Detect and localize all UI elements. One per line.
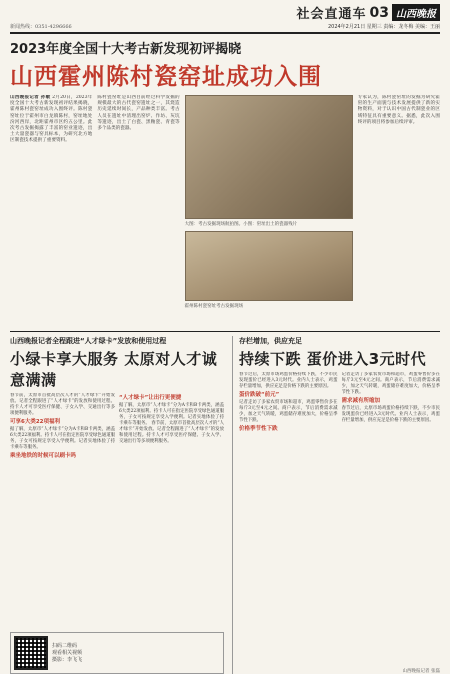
paper-logo: 山西晚报	[392, 4, 440, 21]
right-col-2: 记者走访了多家农贸市场和超市，鸡蛋零售价多在每斤3元至4元之间。商户表示，节后消费需求减少，加之天气转暖，鸡蛋储存难度加大，价格呈季节性下跌。 需求减有所缩加 春节过后，太原市场鸡蛋价格持续下跌，不少市民发现蛋价已经进入3元时代。业内人士表示，鸡蛋存栏量增加，供应充足是价格下跌的主要原因。	[341, 372, 440, 423]
photo-caption: 大图：考古发掘现场航拍图。小图：窑址出土的瓷器残片	[184, 222, 298, 227]
divider	[10, 331, 440, 332]
masthead	[10, 4, 440, 34]
photo-area	[185, 95, 353, 327]
right-subhead-1: 蛋价跌破“前元”	[239, 392, 280, 398]
top-col-3: 专家认为，陈村瓷窑址的发掘为研究霍窑的生产面貌与技术发展提供了新的实物资料，对于认识中国古代制瓷业的区域特征具有重要意义。据悉，此次入围终评的项目将参加后续评审。	[357, 95, 440, 125]
top-col-1: 山西晚报记者 孙敏 2月20日，2023年度全国十大考古新发现初评结果揭晓，霍州陈村瓷窑址成功入围终评。陈村瓷窑址位于霍州市白龙镇陈村，窑址地处汾河西岸，北距霍州市区约五公里。此次考古发掘揭露了丰富的窑业遗迹，出土大量瓷器与窑具标本，为研究北方地区制瓷技术提供了重要资料。	[10, 95, 93, 144]
left-headline: 小绿卡享大服务 太原对人才诚意满满	[10, 350, 218, 389]
issue-meta: 2024年2月21日 星期三 责编：龙冬梅 美编：王丽	[327, 24, 440, 30]
right-subhead-3: 价格季节性下跌	[239, 426, 278, 432]
top-byline: 山西晚报记者 孙敏	[10, 95, 51, 100]
top-col-2: 陈村瓷窑址是山西目前经过科学发掘的规模最大的古代瓷窑遗址之一，其烧造历史延续时间长，产品种类丰富。考古人员在遗址中清理出窑炉、作坊、灰坑等遗迹，出土了白瓷、黑釉瓷、青瓷等多个品类的瓷器。	[97, 95, 180, 132]
bottom-section	[10, 336, 440, 674]
left-col-2: “人才绿卡”让出行更便捷 据了解，太原市“人才绿卡”分为A卡和B卡两类，涵盖6大类22项福利。持卡人可在指定医院享受绿色通道服务，子女可按规定享受入学便利。记者实地体验了持卡乘车等服务。 春节前，太原市首批高层次人才的“人才绿卡”开始发放。记者全程跟进了“人才绿卡”的发放和使用过程。持卡人才可享受医疗保健、子女入学、交通出行等多项便利服务。	[119, 395, 224, 444]
right-kicker: 存栏增加，供应充足	[239, 337, 302, 345]
section-name: 社会直通车	[296, 7, 367, 22]
left-subhead-2: “人才绿卡”让出行更便捷	[119, 395, 182, 401]
qr-text: 扫码二维码 观看相关视频 摄影：李飞飞	[52, 642, 83, 663]
right-col-1: 春节过后，太原市场鸡蛋价格持续下跌，不少市民发现蛋价已经进入3元时代。业内人士表示，鸡蛋存栏量增加，供应充足是价格下跌的主要原因。 蛋价跌破“前元” 记者走访了多家农贸市场和超市，鸡蛋零售价多在每斤3元至4元之间。商户表示，节后消费需求减少，加之天气转暖，鸡蛋储存难度加大，价格呈季节性下跌。 价格季节性下跌	[239, 372, 338, 432]
left-kicker: 山西晚报记者全程跟进“人才绿卡”发放和使用过程	[10, 337, 167, 345]
qr-code-box	[10, 632, 224, 674]
left-subhead-1: 可享6大类22项福利	[10, 419, 60, 425]
qr-code[interactable]	[14, 636, 48, 670]
site-photo	[185, 231, 353, 301]
top-kicker: 2023年度全国十大考古新发现初评揭晓	[10, 42, 242, 57]
right-subhead-2: 需求减有所缩加	[341, 398, 381, 404]
right-credit: 山西晚报记者 张磊	[402, 669, 440, 674]
top-headline: 山西霍州陈村瓷窑址成功入围	[10, 64, 322, 90]
talent-card-story	[10, 336, 224, 674]
hotline: 新闻热线：0351-4296666	[10, 24, 72, 30]
top-story-body	[10, 95, 440, 327]
page-number: 03	[369, 4, 389, 21]
egg-price-story	[232, 336, 440, 674]
left-subhead-3: 乘坐地铁的时候可以刷卡吗	[10, 453, 77, 459]
aerial-photo	[185, 95, 353, 219]
right-headline: 持续下跌 蛋价进入3元时代	[239, 350, 427, 368]
left-col-1: 春节前，太原市首批高层次人才的“人才绿卡”开始发放。记者全程跟进了“人才绿卡”的发放和使用过程。持卡人才可享受医疗保健、子女入学、交通出行等多项便利服务。 可享6大类22项福利 据了解，太原市“人才绿卡”分为A卡和B卡两类，涵盖6大类22项福利。持卡人可在指定医院享受绿色通道服务，子女可按规定享受入学便利。记者实地体验了持卡乘车等服务。 乘坐地铁的时候可以刷卡吗	[10, 393, 115, 459]
small-photo-caption: 霍州陈村瓷窑址考古发掘现场	[184, 303, 244, 309]
